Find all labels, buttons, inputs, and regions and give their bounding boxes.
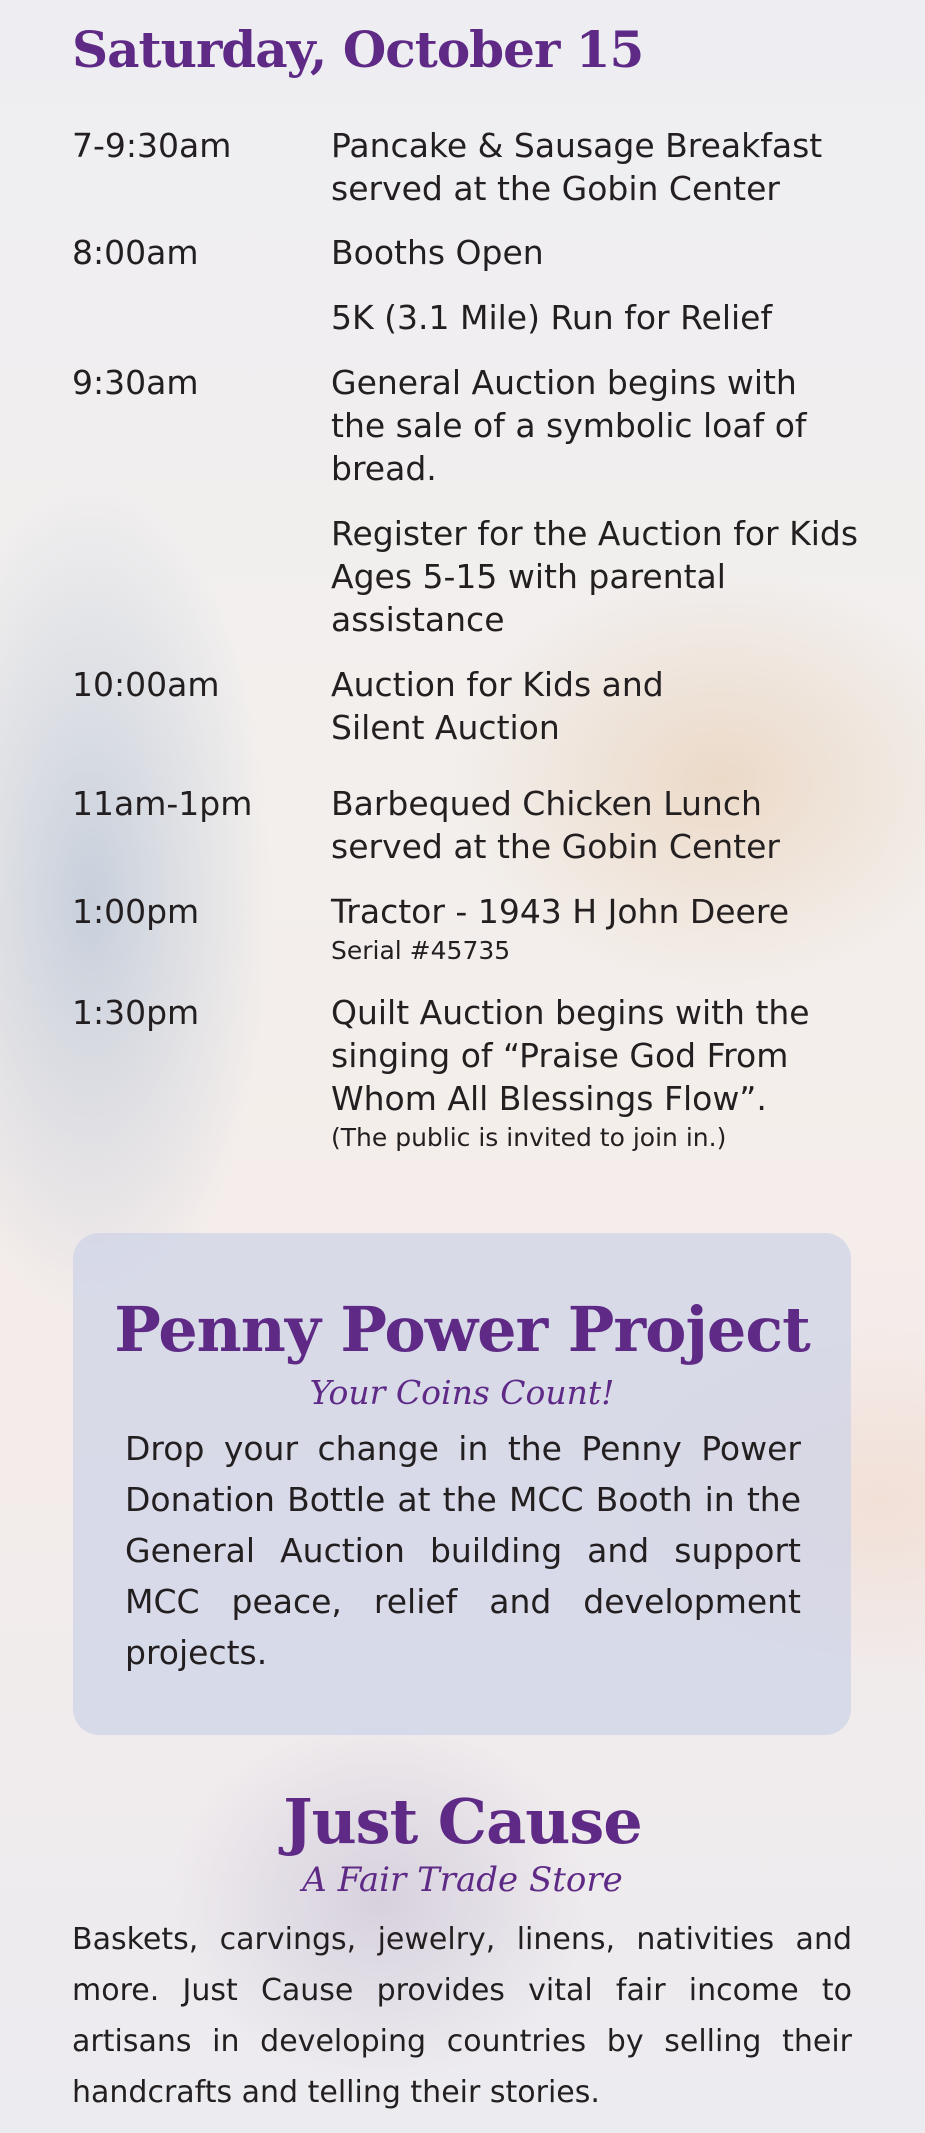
schedule-desc (331, 991, 871, 1156)
desc-line: Whom All Blessings Flow”. (331, 1079, 767, 1118)
schedule-desc (331, 124, 871, 210)
schedule-row (72, 663, 872, 749)
schedule-time: 8:00am (72, 233, 199, 272)
schedule-row (72, 124, 872, 210)
schedule-desc (331, 296, 871, 339)
desc-line: singing of “Praise God From (331, 1036, 789, 1075)
schedule-row (72, 782, 872, 868)
desc-line: Booths Open (331, 233, 544, 272)
desc-line: Tractor - 1943 H John Deere (331, 892, 790, 931)
desc-line: Silent Auction (331, 708, 560, 747)
desc-line: Quilt Auction begins with the (331, 993, 810, 1032)
just-cause-body: Baskets, carvings, jewelry, linens, nativities and more. Just Cause provides vital fair income to artisans in developing countries by selling their handcrafts and telling their stories. (72, 1922, 852, 2110)
schedule-desc (331, 890, 871, 969)
schedule-time (72, 512, 331, 641)
desc-line: General Auction begins with (331, 363, 797, 402)
schedule-time: 10:00am (72, 665, 220, 704)
schedule-time: 9:30am (72, 363, 199, 402)
desc-line: Pancake & Sausage Breakfast (331, 126, 823, 165)
desc-note: (The public is invited to join in.) (331, 1123, 727, 1152)
desc-line: Ages 5-15 with parental (331, 557, 726, 596)
schedule-time: 7-9:30am (72, 126, 232, 165)
penny-power-body: Drop your change in the Penny Power Donation Bottle at the MCC Booth in the General Auction building and support MCC peace, relief and development projects. (125, 1429, 801, 1672)
schedule (72, 124, 872, 1156)
schedule-time: 1:30pm (72, 993, 200, 1032)
page-heading: Saturday, October 15 (72, 20, 644, 79)
desc-line: served at the Gobin Center (331, 827, 780, 866)
penny-power-title: Penny Power Project (114, 1293, 810, 1366)
penny-power-panel (73, 1233, 851, 1735)
just-cause-subtitle: A Fair Trade Store (302, 1860, 623, 1900)
desc-note: Serial #45735 (331, 936, 511, 965)
schedule-time: 1:00pm (72, 892, 200, 931)
schedule-desc (331, 782, 871, 868)
desc-line: Register for the Auction for Kids (331, 514, 859, 553)
schedule-row (72, 991, 872, 1156)
schedule-desc (331, 361, 871, 490)
desc-line: assistance (331, 600, 505, 639)
schedule-time (72, 296, 331, 339)
just-cause-title: Just Cause (283, 1785, 642, 1858)
desc-line: bread. (331, 449, 437, 488)
desc-line: Barbequed Chicken Lunch (331, 784, 762, 823)
penny-power-subtitle: Your Coins Count! (309, 1373, 615, 1412)
schedule-row (72, 512, 872, 641)
schedule-row (72, 296, 872, 339)
schedule-row (72, 890, 872, 969)
desc-line: served at the Gobin Center (331, 169, 780, 208)
desc-line: the sale of a symbolic loaf of (331, 406, 807, 445)
schedule-row (72, 231, 872, 274)
schedule-desc (331, 512, 871, 641)
schedule-desc (331, 663, 871, 749)
schedule-desc (331, 231, 871, 274)
desc-line: 5K (3.1 Mile) Run for Relief (331, 298, 773, 337)
schedule-row (72, 361, 872, 490)
desc-line: Auction for Kids and (331, 665, 664, 704)
schedule-time: 11am-1pm (72, 784, 253, 823)
